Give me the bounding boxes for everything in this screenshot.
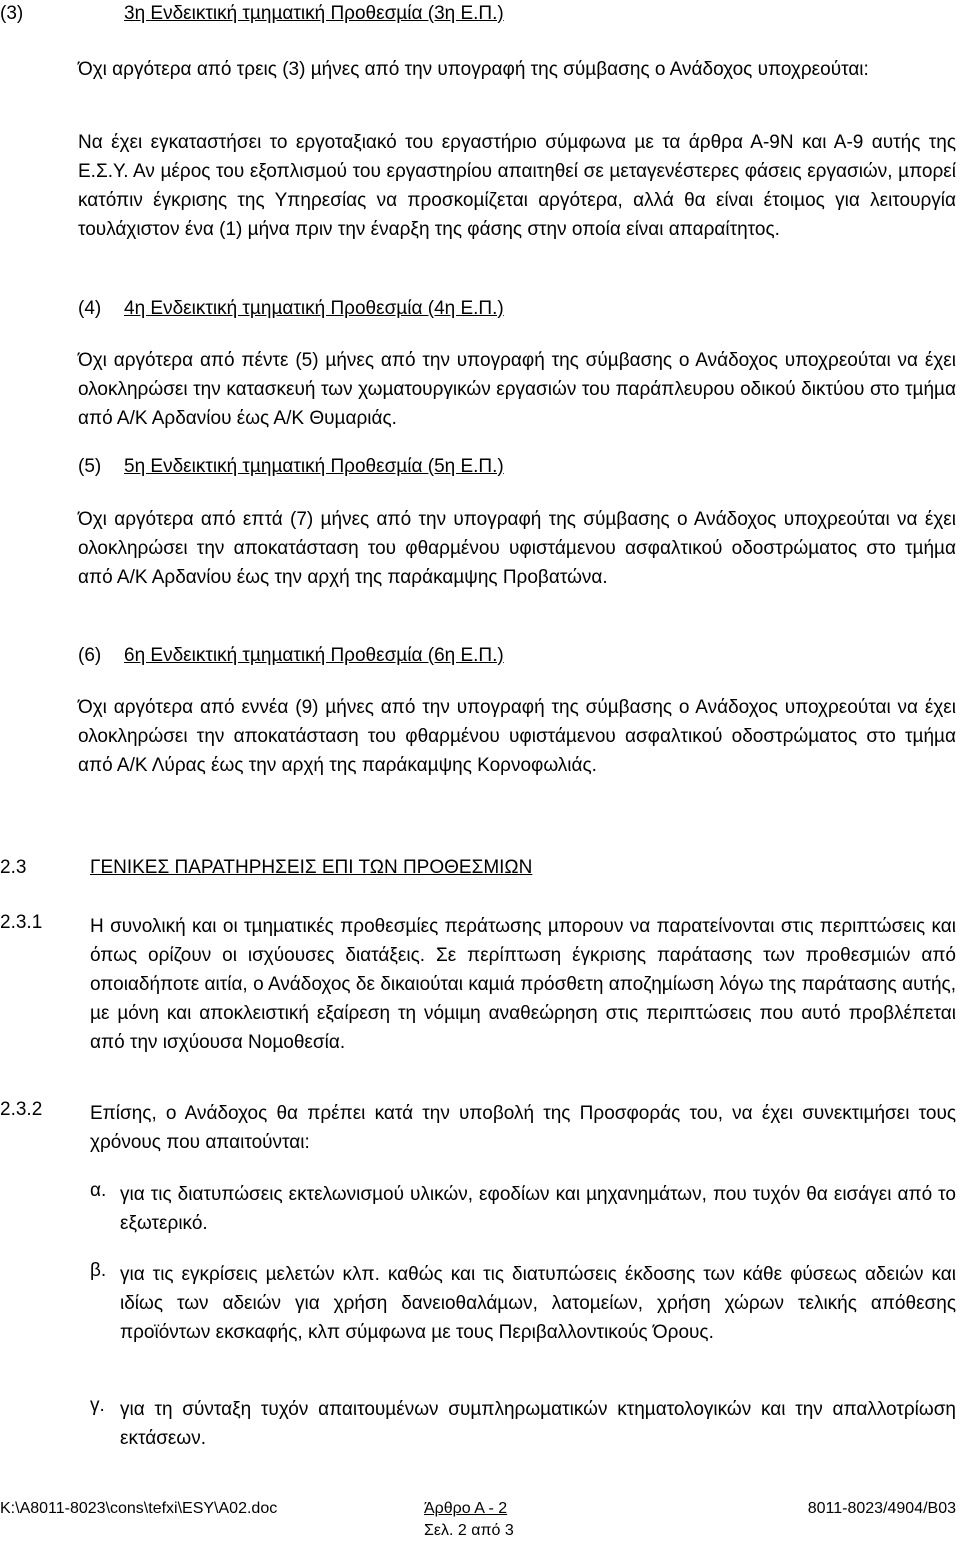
deadline-6-paragraph: Όχι αργότερα από εννέα (9) µήνες από την υπογραφή της σύµβασης ο Ανάδοχος υποχρεούται να έχει ολοκληρώσει την αποκατάσταση του φθαρµένου υφιστάµενου ασφαλτικού οδοστρώµατος στο τµήµα από Α/Κ Λύρας έως την αρχή της παράκαµψης Κορνοφωλιάς.	[78, 697, 956, 776]
footer-file-path: K:\A8011-8023\cons\tefxi\ESY\A02.doc	[0, 1500, 278, 1517]
deadline-3-number: (3)	[0, 3, 24, 24]
clause-2-3-1-text: Η συνολική και οι τµηµατικές προθεσµίες περάτωσης µπορουν να παρατείνονται στις περιπτώσεις και όπως ορίζουν οι ισχύουσες διατάξεις. Σε περίπτωση έγκρισης παράτασης των προθεσµιών από οποιαδήποτε αιτία, ο Ανάδοχος δε δικαιούται καµιά πρόσθετη αποζηµίωση λόγω της παράτασης αυτής, µε µόνη και αποκλειστική εξαίρεση τη νόµιµη αναθεώρηση στις περιπτώσεις που αυτό προβλέπεται από την ισχύουσα Νοµοθεσία.	[90, 916, 956, 1053]
deadline-6-heading: 6η Ενδεικτική τµηµατική Προθεσµία (6η Ε.Π.)	[124, 645, 504, 666]
list-item-a-text: για τις διατυπώσεις εκτελωνισµού υλικών, εφοδίων και µηχανηµάτων, που τυχόν θα εισάγει από το εξωτερικό.	[120, 1184, 956, 1234]
clause-2-3-2-number: 2.3.2	[0, 1099, 43, 1120]
footer-reference: 8011-8023/4904/B03	[807, 1500, 956, 1517]
list-item-b-text: για τις εγκρίσεις µελετών κλπ. καθώς και τις διατυπώσεις έκδοσης των κάθε φύσεως αδειών και ιδίως των αδειών για χρήση δανειοθαλάµων, λατοµείων, χρήση χώρων τελικής απόθεσης προϊόντων εκσκαφής, κλπ σύµφωνα µε τους Περιβαλλοντικούς Όρους.	[120, 1264, 956, 1343]
deadline-6-number: (6)	[78, 645, 102, 666]
list-item-c-text: για τη σύνταξη τυχόν απαιτουµένων συµπληρωµατικών κτηµατολογικών και την απαλλοτρίωση εκτάσεων.	[120, 1399, 956, 1449]
deadline-5-paragraph: Όχι αργότερα από επτά (7) µήνες από την υπογραφή της σύµβασης ο Ανάδοχος υποχρεούται να έχει ολοκληρώσει την αποκατάσταση του φθαρµένου υφιστάµενου ασφαλτικού οδοστρώµατος στο τµήµα από Α/Κ Αρδανίου έως την αρχή της παράκαµψης Προβατώνα.	[78, 509, 956, 588]
deadline-3-heading: 3η Ενδεικτική τµηµατική Προθεσµία (3η Ε.Π.)	[124, 3, 504, 24]
deadline-5-number: (5)	[78, 456, 102, 477]
section-title: ΓΕΝΙΚΕΣ ΠΑΡΑΤΗΡΗΣΕΙΣ ΕΠΙ ΤΩΝ ΠΡΟΘΕΣΜΙΩΝ	[90, 857, 533, 878]
clause-2-3-1-number: 2.3.1	[0, 912, 43, 933]
list-item-c-marker: γ.	[90, 1395, 105, 1416]
deadline-3-paragraph-2: Να έχει εγκαταστήσει το εργοταξιακό του εργαστήριο σύµφωνα µε τα άρθρα Α-9Ν και Α-9 αυτής της Ε.Σ.Υ. Αν µέρος του εξοπλισµού του εργαστηρίου απαιτηθεί σε µεταγενέστερες φάσεις εργασιών, µπορεί κατόπιν έγκρισης της Υπηρεσίας να προσκοµίζεται αργότερα, αλλά θα είναι έτοιµος για λειτουργία τουλάχιστον ένα (1) µήνα πριν την έναρξη της φάσης στην οποία είναι απαραίτητος.	[78, 132, 956, 240]
deadline-4-number: (4)	[78, 298, 102, 319]
footer-article: Άρθρο Α - 2	[424, 1500, 508, 1517]
list-item-a-marker: α.	[90, 1180, 107, 1201]
deadline-3-paragraph-1: Όχι αργότερα από τρεις (3) µήνες από την υπογραφή της σύµβασης ο Ανάδοχος υποχρεούται:	[78, 59, 869, 80]
list-item-b-marker: β.	[90, 1260, 107, 1281]
footer-page-number: Σελ. 2 από 3	[424, 1522, 514, 1539]
deadline-5-heading: 5η Ενδεικτική τµηµατική Προθεσµία (5η Ε.Π.)	[124, 456, 504, 477]
deadline-4-paragraph: Όχι αργότερα από πέντε (5) µήνες από την υπογραφή της σύµβασης ο Ανάδοχος υποχρεούται να έχει ολοκληρώσει την κατασκευή των χωµατουργικών εργασιών του παράπλευρου οδικού δικτύου στο τµήµα από Α/Κ Αρδανίου έως Α/Κ Θυµαριάς.	[78, 350, 956, 429]
deadline-4-heading: 4η Ενδεικτική τµηµατική Προθεσµία (4η Ε.Π.)	[124, 298, 504, 319]
clause-2-3-2-text: Επίσης, ο Ανάδοχος θα πρέπει κατά την υποβολή της Προσφοράς του, να έχει συνεκτιµήσει τους χρόνους που απαιτούνται:	[90, 1103, 956, 1153]
section-number: 2.3	[0, 857, 27, 878]
